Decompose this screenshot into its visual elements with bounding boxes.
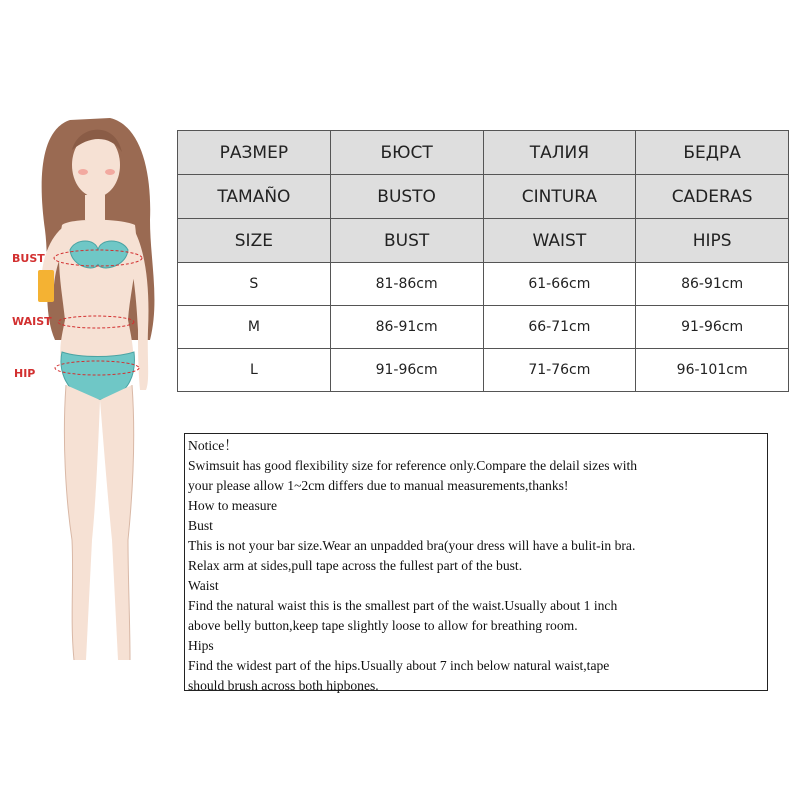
notice-heading: Bust (188, 518, 213, 533)
header-cell: CINTURA (483, 175, 636, 219)
header-cell: БЕДРА (636, 131, 789, 175)
notice-line: This is not your bar size.Wear an unpadded bra(your dress will have a bulit-in bra. (188, 538, 636, 553)
header-cell: WAIST (483, 219, 636, 263)
header-cell: CADERAS (636, 175, 789, 219)
waist-cell: 61-66cm (483, 263, 636, 306)
waist-cell: 66-71cm (483, 306, 636, 349)
table-row (178, 263, 789, 306)
hip-label: HIP (14, 367, 36, 380)
model-illustration (0, 100, 180, 700)
measurement-notice (184, 433, 768, 691)
waist-label: WAIST (12, 315, 52, 328)
cheek-right (105, 169, 115, 175)
header-cell: ТАЛИЯ (483, 131, 636, 175)
header-row-russian (178, 131, 789, 175)
torso-shape (59, 220, 136, 365)
hips-cell: 86-91cm (636, 263, 789, 306)
header-cell: TAMAÑO (178, 175, 331, 219)
size-cell: M (178, 306, 331, 349)
header-cell: БЮСТ (330, 131, 483, 175)
bust-cell: 91-96cm (330, 349, 483, 392)
waist-cell: 71-76cm (483, 349, 636, 392)
notice-line: Relax arm at sides,pull tape across the fullest part of the bust. (188, 558, 523, 573)
notice-line: Find the natural waist this is the smallest part of the waist.Usually about 1 inch (188, 598, 618, 613)
notice-line: Find the widest part of the hips.Usually about 7 inch below natural waist,tape (188, 658, 610, 673)
notice-line: your please allow 1~2cm differs due to manual measurements,thanks! (188, 478, 569, 493)
notice-title: Notice！ (188, 438, 238, 453)
notice-line: should brush across both hipbones. (188, 678, 379, 693)
bust-cell: 81-86cm (330, 263, 483, 306)
header-cell: SIZE (178, 219, 331, 263)
hips-cell: 96-101cm (636, 349, 789, 392)
drink-cup (38, 270, 54, 302)
header-cell: BUST (330, 219, 483, 263)
bust-cell: 86-91cm (330, 306, 483, 349)
notice-heading: How to measure (188, 498, 278, 513)
header-cell: РАЗМЕР (178, 131, 331, 175)
header-row-english (178, 219, 789, 263)
cheek-left (78, 169, 88, 175)
leg-right (100, 385, 134, 660)
notice-heading: Waist (188, 578, 219, 593)
model-figure-drawing (0, 100, 180, 700)
header-cell: BUSTO (330, 175, 483, 219)
hips-cell: 91-96cm (636, 306, 789, 349)
table-row (178, 306, 789, 349)
bust-label: BUST (12, 252, 45, 265)
table-row (178, 349, 789, 392)
header-cell: HIPS (636, 219, 789, 263)
size-cell: S (178, 263, 331, 306)
notice-line: above belly button,keep tape slightly loose to allow for breathing room. (188, 618, 578, 633)
notice-line: Swimsuit has good flexibility size for reference only.Compare the delail sizes with (188, 458, 638, 473)
notice-heading: Hips (188, 638, 214, 653)
size-cell: L (178, 349, 331, 392)
size-chart-table (177, 130, 789, 392)
neck-shape (85, 195, 105, 220)
header-row-spanish (178, 175, 789, 219)
